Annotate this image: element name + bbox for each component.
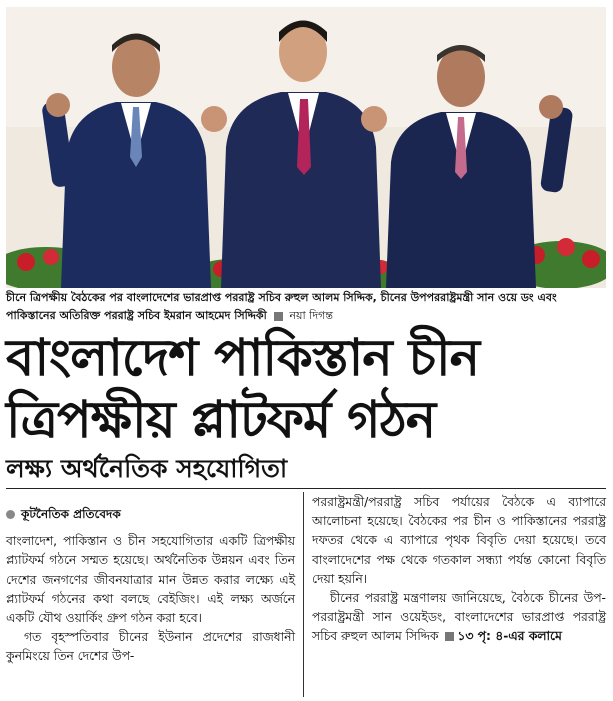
headline — [6, 328, 606, 452]
continued-on-page-link[interactable]: ১৩ পৃ: ৪-এর কলামে — [457, 629, 562, 644]
column-divider — [303, 492, 304, 697]
news-photo — [6, 7, 606, 288]
byline-text: কূটনৈতিক প্রতিবেদক — [21, 507, 121, 521]
photo-illustration — [6, 7, 606, 288]
subheadline: লক্ষ্য অর্থনৈতিক সহযোগিতা — [6, 454, 288, 483]
paragraph: পররাষ্ট্রমন্ত্রী/পররাষ্ট্র সচিব পর্যায়ের বৈঠকে এ ব্যাপারে আলোচনা হয়েছে। বৈঠকের পর চীন ও পাকিস্তানের পররাষ্ট্র দফতর থেকে এ ব্যাপারে পৃথক বিবৃতি দেয়া হয়েছে। তবে বাংলাদেশের পক্ষ থেকে গতকাল সন্ধ্যা পর্যন্ত কোনো বিবৃতি দেয়া হয়নি। — [312, 495, 606, 586]
square-bullet-icon — [445, 632, 454, 641]
paragraph-text: চীনের পররাষ্ট্র মন্ত্রণালয় জানিয়েছে, বৈঠকে চীনের উপ-পররাষ্ট্রমন্ত্রী সান ওয়েইডং, বাংলাদেশের ভারপ্রাপ্ত পররাষ্ট্র সচিব রুহুল আলম সিদ্দিক — [312, 591, 606, 644]
byline — [6, 505, 295, 524]
bullet-icon — [6, 510, 15, 519]
paragraph — [312, 589, 606, 647]
headline-line-2: ত্রিপক্ষীয় প্লাটফর্ম গঠন — [6, 391, 436, 450]
article-column-left — [6, 505, 295, 667]
headline-rule — [6, 488, 606, 489]
photo-credit: নয়া দিগন্ত — [289, 309, 333, 322]
headline-line-1: বাংলাদেশ পাকিস্তান চীন — [6, 329, 480, 388]
article-column-right — [312, 493, 606, 647]
photo-caption — [6, 289, 606, 325]
square-bullet-icon — [274, 312, 283, 321]
paragraph: গত বৃহস্পতিবার চীনের ইউনান প্রদেশের রাজধানী কুনমিংয়ে তিন দেশের উপ- — [6, 630, 295, 664]
caption-text: চীনে ত্রিপক্ষীয় বৈঠকের পর বাংলাদেশের ভারপ্রাপ্ত পররাষ্ট্র সচিব রুহুল আলম সিদ্দিক, চীনের উপপররাষ্ট্রমন্ত্রী সান ওয়ে ডং এবং পাকিস্তানের অতিরিক্ত পররাষ্ট্র সচিব ইমরান আহমেদ সিদ্দিকী — [6, 291, 557, 322]
paragraph: বাংলাদেশ, পাকিস্তান ও চীন সহযোগিতার একটি ত্রিপক্ষীয় প্ল্যাটফর্ম গঠনে সম্মত হয়েছে। অর্থনৈতিক উন্নয়ন এবং তিন দেশের জনগণের জীবনযাত্রার মান উন্নত করার লক্ষ্যে এই প্ল্যাটফর্ম গঠনের কথা বলছে বেইজিং। এই লক্ষ্য অর্জনে একটি যৌথ ওয়ার্কিং গ্রুপ গঠন করা হবে। — [6, 534, 295, 626]
